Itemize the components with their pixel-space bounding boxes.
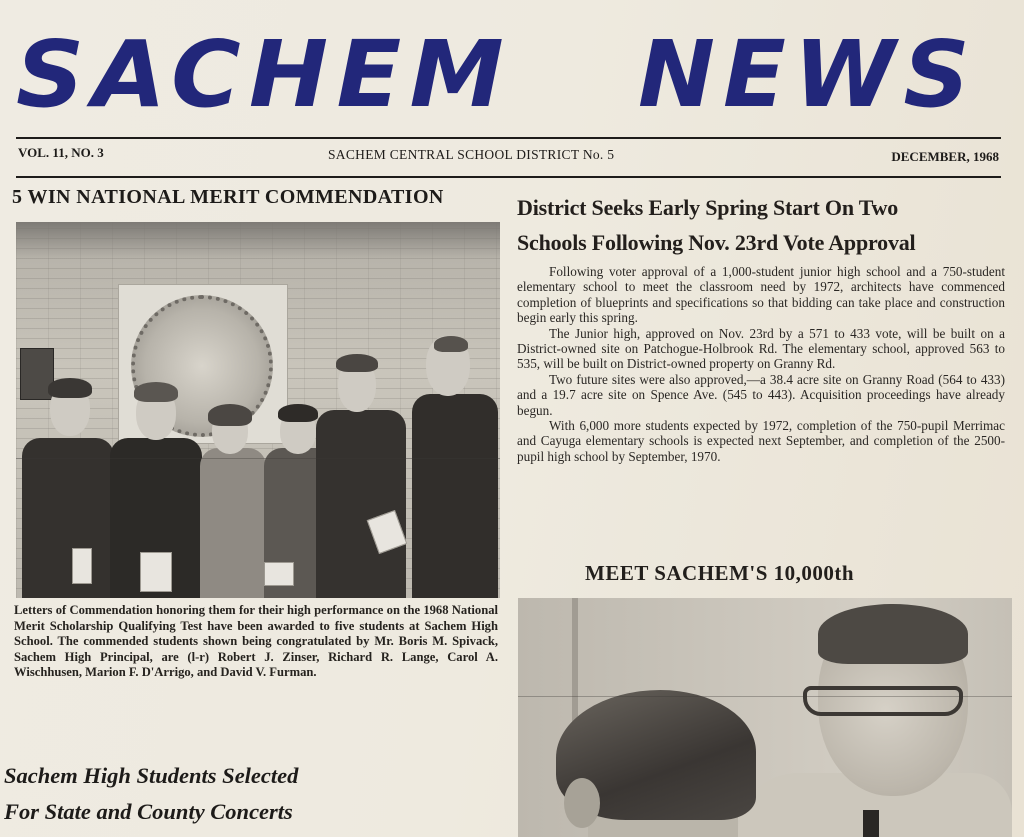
person-hair — [208, 404, 252, 426]
person-body — [22, 438, 114, 598]
person-lange — [110, 378, 202, 598]
district-paragraph: Two future sites were also approved,—a 38.4 acre site on Granny Road (564 to 433) and a 19.7 acre site on Spence Ave. (545 to 443). Acquisition proceedings have already begun. — [517, 371, 1005, 418]
person-hair — [134, 382, 178, 402]
masthead-title-news: NEWS — [638, 21, 978, 128]
concerts-headline-line2: For State and County Concerts — [4, 799, 293, 824]
commendation-letter — [72, 548, 92, 584]
district-headline-line2: Schools Following Nov. 23rd Vote Approval — [517, 230, 916, 255]
person-body — [412, 394, 498, 598]
concerts-headline-line1: Sachem High Students Selected — [4, 763, 299, 788]
district-headline — [517, 190, 1012, 260]
person-hair — [336, 354, 378, 372]
commendation-letter — [264, 562, 294, 586]
merit-students-photo — [16, 222, 500, 598]
district-paragraph: Following voter approval of a 1,000-student junior high school and a 750-student elementary school to meet the classroom need by 1972, architects have commenced completion of blueprints and specifications so that bidding can take place and construction begin early this spring. — [517, 264, 1005, 326]
district-paragraph: The Junior high, approved on Nov. 23rd by a 571 to 433 vote, will be built on a District-owned site on Patchogue-Holbrook Rd. The elementary school, approved 563 to 535, will be built on District-owned property on Granny Rd. — [517, 325, 1005, 372]
man-tie — [863, 810, 879, 837]
person-body — [316, 410, 406, 598]
volume-number: VOL. 11, NO. 3 — [18, 145, 104, 160]
person-wischhusen — [196, 402, 268, 598]
tenthousand-headline: MEET SACHEM'S 10,000th — [585, 561, 855, 585]
person-principal-spivack — [412, 336, 498, 598]
fold-crease — [16, 458, 500, 459]
concerts-headline — [4, 758, 298, 830]
person-furman — [316, 352, 406, 598]
masthead-top-rule — [16, 137, 1001, 139]
person-hair — [48, 378, 92, 398]
merit-photo-caption: Letters of Commendation honoring them for their high performance on the 1968 National Merit Scholarship Qualifying Test have been awarded to five students at Sachem High School. The commended students shown being congratulated by Mr. Boris M. Spivack, Sachem High Principal, are (l-r) Robert J. Zinser, Richard R. Lange, Carol A. Wischhusen, Marion F. D'Arrigo, and David V. Furman. — [14, 603, 498, 680]
person-body — [200, 448, 266, 598]
commendation-letter — [140, 552, 172, 592]
district-paragraph: With 6,000 more students expected by 1972, completion of the 750-pupil Merrimac and Cayuga elementary schools is expected next September, and completion of the 2500-pupil high school by September, 1970. — [517, 418, 1005, 464]
district-name: SACHEM CENTRAL SCHOOL DISTRICT No. 5 — [328, 147, 615, 162]
masthead — [10, 20, 1010, 130]
boy-ear — [564, 778, 600, 828]
issue-date: DECEMBER, 1968 — [891, 149, 999, 164]
person-hair — [278, 404, 318, 422]
fold-crease — [518, 696, 1012, 697]
tenthousand-photo — [518, 598, 1012, 837]
masthead-title-sachem: SACHEM — [16, 21, 512, 128]
masthead-bottom-rule — [16, 176, 1001, 178]
person-hair — [434, 336, 468, 352]
man-hair — [818, 604, 968, 664]
person-zinser — [22, 368, 114, 598]
district-headline-line1: District Seeks Early Spring Start On Two — [517, 195, 899, 220]
district-article-body — [517, 264, 1005, 464]
dateline — [16, 143, 1001, 173]
man-glasses — [803, 686, 963, 716]
merit-headline: 5 WIN NATIONAL MERIT COMMENDATION — [12, 186, 444, 208]
